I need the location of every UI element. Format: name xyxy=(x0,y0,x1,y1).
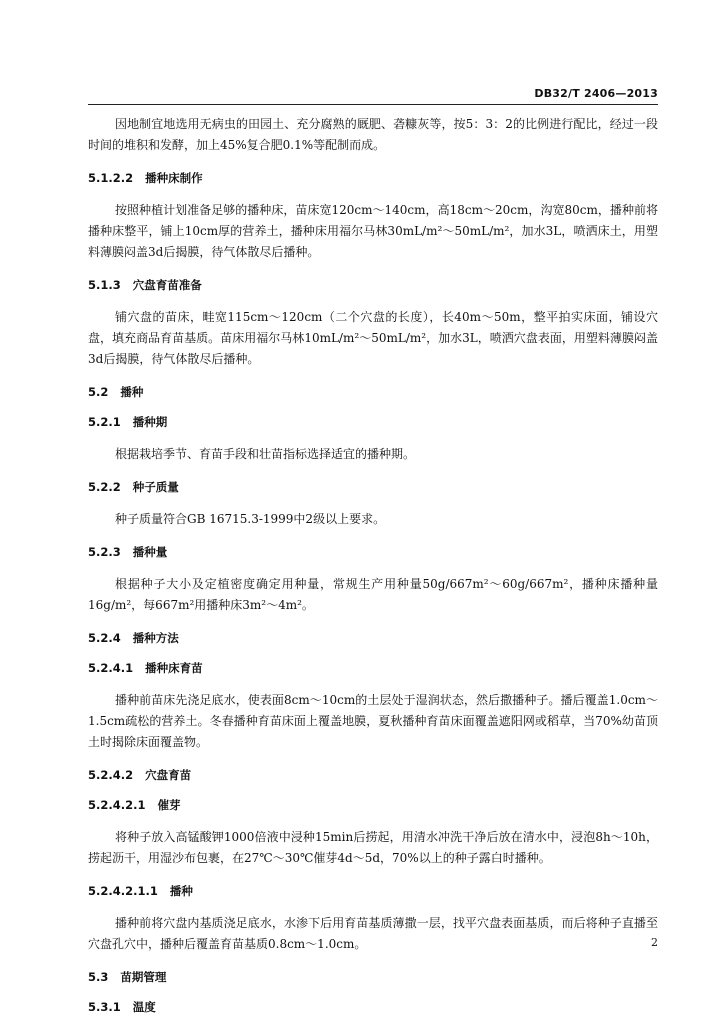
section-heading xyxy=(88,414,658,430)
paragraph: 按照种植计划准备足够的播种床，苗床宽120cm～140cm，高18cm～20cm，沟宽80cm，播种前将播种床整平，铺上10cm厚的营养土，播种床用福尔马林30mL/m²～50mL/m²，加水3L，喷洒床土，用塑料薄膜闷盖3d后揭膜，待气体散尽后播种。 xyxy=(88,203,658,259)
section-title: 穴盘育苗 xyxy=(145,768,192,782)
section-title: 播种床制作 xyxy=(145,171,203,185)
section-number: 5.1.2.2 xyxy=(88,171,134,185)
section-heading xyxy=(88,544,658,560)
section-heading xyxy=(88,660,658,676)
section-heading xyxy=(88,969,658,985)
section-heading xyxy=(88,797,658,813)
section-number: 5.2.3 xyxy=(88,545,121,559)
paragraph: 播种前苗床先浇足底水，使表面8cm～10cm的土层处于湿润状态，然后撒播种子。播后覆盖1.0cm～1.5cm疏松的营养土。冬春播种育苗床面上覆盖地膜，夏秋播种育苗床面覆盖遮阳网或稻草，当70%幼苗顶土时揭除床面覆盖物。 xyxy=(88,693,658,749)
paragraph: 根据栽培季节、育苗手段和壮苗指标选择适宜的播种期。 xyxy=(115,447,416,461)
document-header-code: DB32/T 2406—2013 xyxy=(534,87,658,100)
section-heading xyxy=(88,479,658,495)
section-number: 5.2.4.1 xyxy=(88,661,134,675)
section-number: 5.2.4.2.1.1 xyxy=(88,884,158,898)
section-number: 5.3 xyxy=(88,970,109,984)
section-title: 播种量 xyxy=(132,545,168,559)
section-number: 5.2.4 xyxy=(88,631,121,645)
paragraph: 种子质量符合GB 16715.3-1999中2级以上要求。 xyxy=(115,512,386,526)
paragraph: 播种前将穴盘内基质浇足底水，水渗下后用育苗基质薄撒一层，找平穴盘表面基质，而后将种子直播至穴盘孔穴中，播种后覆盖育苗基质0.8cm～1.0cm。 xyxy=(88,916,658,951)
section-title: 播种期 xyxy=(132,415,168,429)
section-heading xyxy=(88,384,658,400)
section-title: 温度 xyxy=(132,1000,156,1014)
paragraph: 将种子放入高锰酸钾1000倍液中浸种15min后捞起，用清水冲洗干净后放在清水中，浸泡8h～10h，捞起沥干，用湿沙布包裹，在27℃～30℃催芽4d～5d，70%以上的种子露白时播种。 xyxy=(88,830,658,865)
section-title: 催芽 xyxy=(157,798,181,812)
section-heading xyxy=(88,883,658,899)
section-heading xyxy=(88,999,658,1015)
section-title: 播种床育苗 xyxy=(145,661,203,675)
section-title: 穴盘育苗准备 xyxy=(132,278,202,292)
section-heading xyxy=(88,277,658,293)
section-number: 5.2.4.2.1 xyxy=(88,798,146,812)
section-title: 播种方法 xyxy=(132,631,179,645)
section-number: 5.2.1 xyxy=(88,415,121,429)
section-title: 播种 xyxy=(169,884,193,898)
section-heading xyxy=(88,767,658,783)
section-number: 5.2.2 xyxy=(88,480,121,494)
section-title: 种子质量 xyxy=(132,480,179,494)
header-rule xyxy=(88,104,658,105)
section-number: 5.3.1 xyxy=(88,1000,121,1014)
paragraph: 铺穴盘的苗床，畦宽115cm～120cm（二个穴盘的长度），长40m～50m，整平拍实床面，铺设穴盘，填充商品育苗基质。苗床用福尔马林10mL/m²～50mL/m²，加水3L，喷洒穴盘表面，用塑料薄膜闷盖3d后揭膜，待气体散尽后播种。 xyxy=(88,310,658,366)
section-heading xyxy=(88,630,658,646)
section-number: 5.2.4.2 xyxy=(88,768,134,782)
paragraph: 根据种子大小及定植密度确定用种量，常规生产用种量50g/667m²～60g/667m²，播种床播种量16g/m²，每667m²用播种床3m²～4m²。 xyxy=(88,577,658,612)
section-number: 5.2 xyxy=(88,385,109,399)
section-title: 苗期管理 xyxy=(120,970,167,984)
section-title: 播种 xyxy=(120,385,144,399)
paragraph: 因地制宜地选用无病虫的田园土、充分腐熟的厩肥、砻糠灰等，按5：3：2的比例进行配比，经过一段时间的堆积和发酵，加上45%复合肥0.1%等配制而成。 xyxy=(88,117,658,152)
section-number: 5.1.3 xyxy=(88,278,121,292)
section-heading xyxy=(88,170,658,186)
page-number: 2 xyxy=(651,936,658,949)
document-body xyxy=(88,114,658,1029)
